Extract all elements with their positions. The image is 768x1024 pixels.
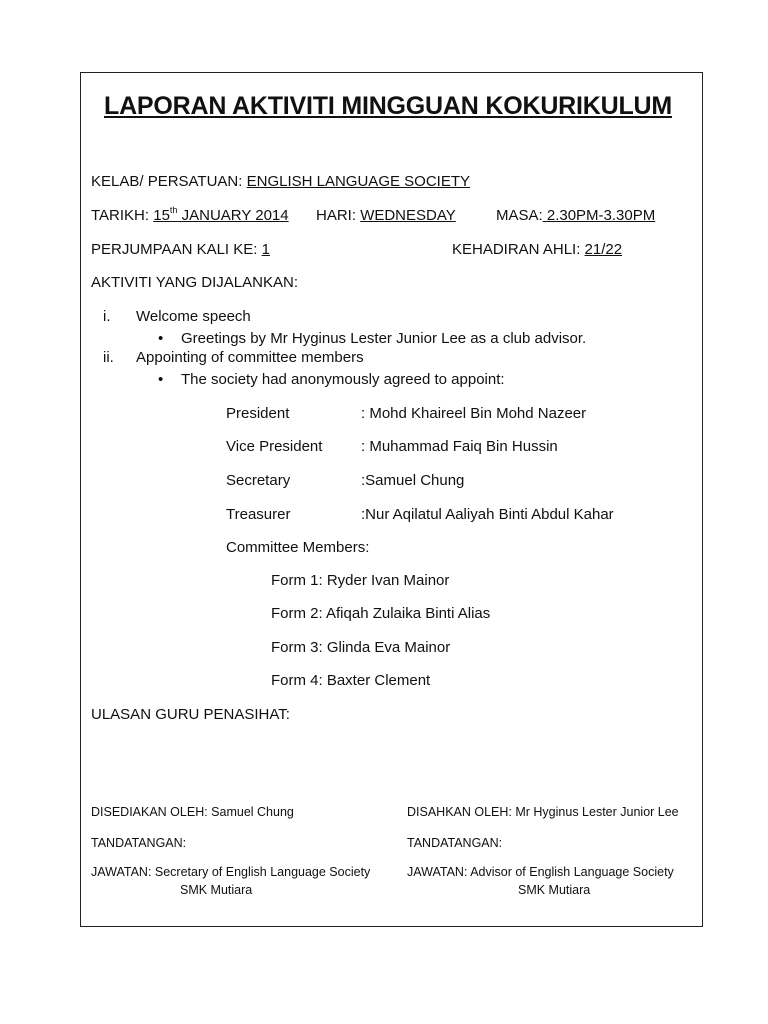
tarikh-label: TARIKH: <box>91 207 150 224</box>
left-tandatangan: TANDATANGAN: <box>91 836 187 850</box>
masa-line <box>496 207 655 224</box>
member-item: Form 2: Afiqah Zulaika Binti Alias <box>271 605 491 622</box>
kehadiran-line <box>452 241 622 258</box>
kelab-label: KELAB/ PERSATUAN: <box>91 173 243 190</box>
bullet-point: • <box>158 371 164 388</box>
perjumpaan-value: 1 <box>261 241 270 258</box>
member-item: Form 3: Glinda Eva Mainor <box>271 639 451 656</box>
hari-value: WEDNESDAY <box>360 207 456 224</box>
document-border <box>80 72 703 927</box>
committee-name: :Nur Aqilatul Aaliyah Binti Abdul Kahar <box>361 506 614 523</box>
committee-name: : Mohd Khaireel Bin Mohd Nazeer <box>361 405 587 422</box>
right-tandatangan: TANDATANGAN: <box>407 836 503 850</box>
committee-role: Vice President <box>226 438 323 455</box>
perjumpaan-line <box>91 241 270 258</box>
activity-bullet-text: The society had anonymously agreed to appoint: <box>181 371 505 388</box>
aktiviti-heading: AKTIVITI YANG DIJALANKAN: <box>91 274 298 291</box>
tarikh-rest: JANUARY 2014 <box>181 207 289 224</box>
tarikh-value <box>153 207 288 224</box>
committee-name: : Muhammad Faiq Bin Hussin <box>361 438 558 455</box>
activity-bullet-text: Greetings by Mr Hyginus Lester Junior Lee as a club advisor. <box>181 330 587 347</box>
masa-value <box>543 207 656 224</box>
hari-line <box>316 207 456 224</box>
masa-label: MASA: <box>496 207 543 224</box>
committee-name: :Samuel Chung <box>361 472 465 489</box>
left-jawatan: JAWATAN: Secretary of English Language Society <box>91 865 371 879</box>
tarikh-day: 15 <box>153 207 170 224</box>
committee-role: Treasurer <box>226 506 291 523</box>
hari-label: HARI: <box>316 207 357 224</box>
activity-text: Welcome speech <box>136 308 251 325</box>
kelab-line <box>91 173 470 190</box>
tarikh-day-suffix: th <box>169 205 178 215</box>
right-jawatan: JAWATAN: Advisor of English Language Society <box>407 865 674 879</box>
disediakan-oleh: DISEDIAKAN OLEH: Samuel Chung <box>91 805 294 819</box>
committee-members-label: Committee Members: <box>226 539 370 556</box>
bullet-point: • <box>158 330 164 347</box>
kelab-value: ENGLISH LANGUAGE SOCIETY <box>246 173 470 190</box>
tarikh-line <box>91 207 289 224</box>
left-school: SMK Mutiara <box>180 883 253 897</box>
kehadiran-value: 21/22 <box>584 241 623 258</box>
activity-numeral: i. <box>103 308 111 325</box>
perjumpaan-label: PERJUMPAAN KALI KE: <box>91 241 258 258</box>
ulasan-label: ULASAN GURU PENASIHAT: <box>91 706 290 723</box>
activity-numeral: ii. <box>103 349 114 366</box>
right-school: SMK Mutiara <box>518 883 591 897</box>
committee-role: President <box>226 405 290 422</box>
member-item: Form 4: Baxter Clement <box>271 672 431 689</box>
kehadiran-label: KEHADIRAN AHLI: <box>452 241 581 258</box>
activity-text: Appointing of committee members <box>136 349 364 366</box>
committee-role: Secretary <box>226 472 291 489</box>
member-item: Form 1: Ryder Ivan Mainor <box>271 572 450 589</box>
masa-value-text: 2.30PM-3.30PM <box>546 207 656 224</box>
disahkan-oleh: DISAHKAN OLEH: Mr Hyginus Lester Junior Lee <box>407 805 679 819</box>
page-title: LAPORAN AKTIVITI MINGGUAN KOKURIKULUM <box>104 92 673 120</box>
